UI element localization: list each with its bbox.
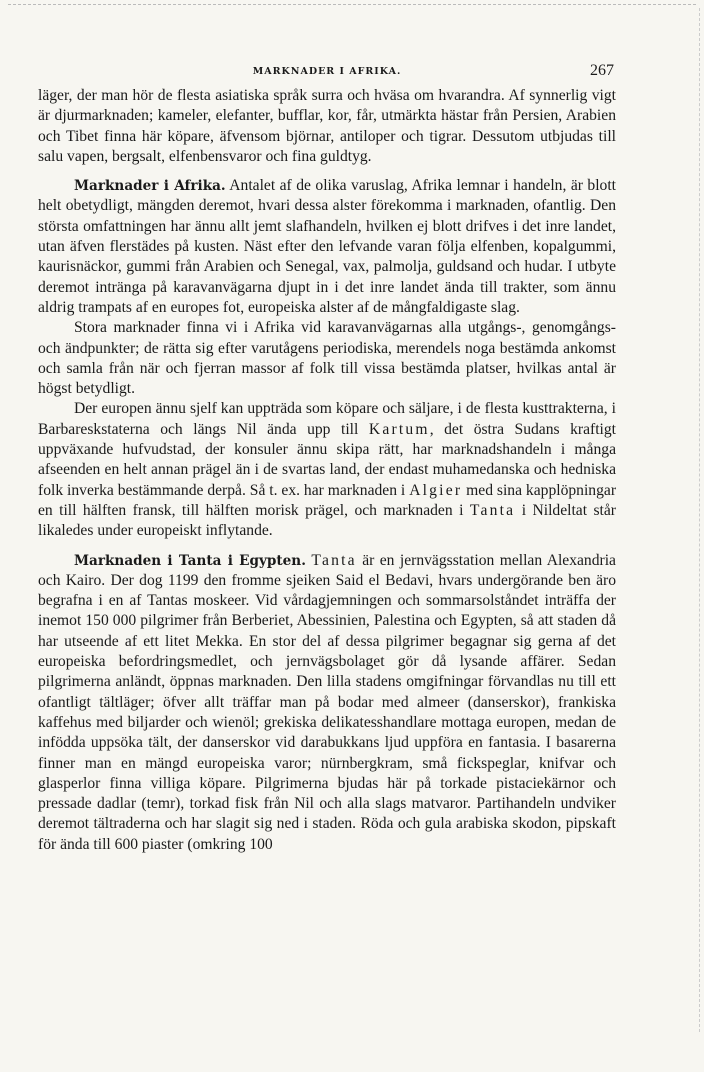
place-name-kartum: Kartum xyxy=(368,420,430,438)
section-marknaden-i-tanta xyxy=(38,551,616,855)
section-marknader-i-afrika xyxy=(38,176,616,318)
section-heading: Marknader i Afrika. xyxy=(74,178,226,195)
place-name-tanta: Tanta xyxy=(469,501,516,519)
paragraph-text: , det östra Sudans kraftigt uppväxande hufvudstad, der konsuler ännu skipa rätt, har marknadshandeln i många afseenden en helt annan prägel än i de svartas land, der endast muhamedanska och hedniska folk inverka bestämmande derpå. Så t. ex. har marknaden i xyxy=(38,420,616,499)
paragraph-text: Antalet af de olika varuslag, Afrika lemnar i handeln, är blott helt obetydligt, mängden deremot, hvari dessa alster förekomma i marknaden, ofantlig. Den största omfattningen har ännu allt jemt slafhandeln, hvilken ej blott drifves i det inre landet, utan äfven flerstädes på kusten. Näst efter den lefvande varan följa elfenben, kopalgummi, kaurisnäckor, gummi från Arabien och Senegal, vax, palmolja, guldsand och hudar. I utbyte deremot inträngа på karavanvägarna djupt in i det inre landet ända till trakter, som ännu aldrig trampats af en europes fot, europeiska alster af de mångfaldigaste slag. xyxy=(38,177,616,316)
page-number: 267 xyxy=(590,62,614,79)
paragraph-continued xyxy=(38,86,616,167)
running-title: MARKNADER I AFRIKA. xyxy=(252,66,402,77)
book-page xyxy=(38,58,616,855)
paragraph xyxy=(38,318,616,399)
paragraph-text: Der europen ännu sjelf kan uppträda som köpare och säljare, i de flesta kusttrakterna, i Barbareskstaterna och längs Nil ända upp till xyxy=(38,400,616,438)
section-heading: Marknaden i Tanta i Egypten. xyxy=(74,552,306,569)
scan-edge-top xyxy=(8,4,696,5)
paragraph-text: Stora marknader finna vi i Afrika vid karavanvägarnas alla utgångs-, genomgångs- och ändpunkter; de rätta sig efter varutågens periodiska, merendels noga bestämda ankomst och samla från när och fjerran massor af folk till vissa bestämda platser, hvilkas antal är högst betydligt. xyxy=(38,319,616,398)
paragraph-text: med sina kapplöpningar en till hälften fransk, till hälften morisk prägel, och marknaden i xyxy=(38,481,617,519)
place-name-algier: Algier xyxy=(409,481,463,499)
paragraph xyxy=(38,399,616,541)
paragraph-text: läger, der man hör de flesta asiatiska språk surra och hväsa om hvarandra. Af synnerlig vigt är djurmarknaden; kameler, elefanter, bufflar, kor, får, utmärkta hästar från Persien, Arabien och Tibet finna här köpare, äfvensom björnar, antiloper och tigrar. Dessutom utbjudas till salu vapen, bergsalt, elfenbensvaror och fina guldtyg. xyxy=(38,87,616,165)
paragraph-text: är en jernvägsstation mellan Alexandria och Kairo. Der dog 1199 den fromme sjeiken Said el Bedavi, hvars undergörande ben äro begrafna i en af Tantas moskeer. Vid vårdagjemningen och sommarsolståndet inträffa der inemot 150 000 pilgrimer från Berberiet, Abessinien, Palestina och Egypten, så att staden då har utseende af ett litet Mekka. En stor del af dessa pilgrimer begagnar sig gerna af det europeiska befordringsmedlet, och jernvägsbolaget gör då lysande affärer. Sedan pilgrimerna anländt, öppnas marknaden. Den lilla stadens omgifningar förvandlas nu till ett ofantligt tältläger; öfver allt träffar man på bodar med almeer (danserskor), frankiska kaffehus med biljarder och wienöl; grekiska delikatesshandlare mottaga europen, medan de infödda uppsöka tält, der danserskor vid darabukkans ljud uppföra en fantasia. I basarerna finner man en mängd europeiska varor; nürnbergkram, små fickspeglar, knifvar och glasperlor finna villiga köpare. Pilgrimerna bjudas här på torkade pistaciekärnor och pressade dadlar (temr), torkad fisk från Nil och alla slags matvaror. Partihandeln undviker deremot tältraderna och har slagit sig ned i staden. Röda och gula arabiska skodon, pipskaft för ända till 600 piaster (omkring 100 xyxy=(38,551,616,853)
paragraph-text: i Nildeltat står likaledes under europeiskt inflytande. xyxy=(38,501,616,540)
scan-edge-right xyxy=(699,8,700,1032)
running-header xyxy=(38,58,616,86)
place-name-tanta: Tanta xyxy=(311,551,357,569)
